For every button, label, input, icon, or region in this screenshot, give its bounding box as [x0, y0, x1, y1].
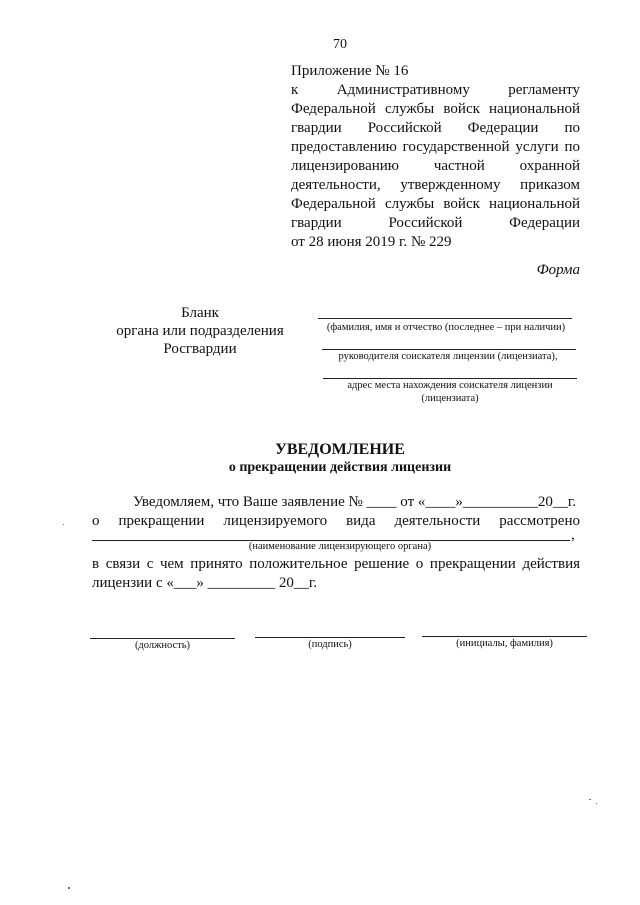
appendix-line: гвардии Российской Федерации по — [291, 120, 580, 136]
document-title: УВЕДОМЛЕНИЕ — [275, 441, 405, 458]
blank-line: Росгвардии — [163, 341, 237, 357]
appendix-line: к Административному регламенту — [291, 82, 580, 98]
appendix-line: от 28 июня 2019 г. № 229 — [291, 234, 452, 250]
authority-caption: (наименование лицензирующего органа) — [248, 541, 432, 552]
appendix-block — [291, 62, 580, 252]
scan-speck — [589, 799, 591, 800]
appendix-line: лицензированию частной охранной — [291, 158, 580, 174]
body-line: о прекращении лицензируемого вида деятельности рассмотрено — [92, 513, 580, 529]
page-number: 70 — [333, 37, 347, 52]
scan-speck — [63, 524, 64, 525]
addressee-fio-caption: (фамилия, имя и отчество (последнее – при наличии) — [326, 322, 566, 333]
addressee-fio-line — [318, 318, 572, 319]
appendix-line: Федеральной службы войск национальной — [291, 101, 580, 117]
position-line — [90, 638, 235, 639]
addressee-address-caption: адрес места нахождения соискателя лицензии — [347, 380, 553, 391]
appendix-line: предоставлению государственной услуги по — [291, 139, 580, 155]
appendix-line: деятельности, утвержденному приказом — [291, 177, 580, 193]
appendix-line: гвардии Российской Федерации — [291, 215, 580, 231]
scan-speck — [68, 887, 70, 889]
signature-line — [255, 637, 405, 638]
blank-line: Бланк — [181, 305, 219, 321]
addressee-head-line — [322, 349, 576, 350]
appendix-line: Приложение № 16 — [291, 63, 409, 79]
document-subtitle: о прекращении действия лицензии — [228, 460, 452, 475]
initials-caption: (инициалы, фамилия) — [456, 638, 553, 649]
appendix-line: Федеральной службы войск национальной — [291, 196, 580, 212]
form-label: Форма — [536, 262, 580, 278]
addressee-head-caption: руководителя соискателя лицензии (лицензиата), — [338, 351, 558, 362]
body-line: Уведомляем, что Ваше заявление № ____ от «____»__________20__г. — [133, 494, 577, 510]
addressee-address-caption: (лицензиата) — [421, 393, 479, 404]
blank-line: органа или подразделения — [116, 323, 284, 339]
addressee-address-line — [323, 378, 577, 379]
body-line-end: , — [571, 527, 575, 543]
signature-caption: (подпись) — [308, 639, 352, 650]
position-caption: (должность) — [134, 640, 191, 651]
authority-blank — [95, 304, 305, 358]
body-line: в связи с чем принято положительное решение о прекращении действия — [92, 556, 580, 572]
body-line: лицензии с «___» _________ 20__г. — [92, 575, 318, 591]
initials-line — [422, 636, 587, 637]
scan-speck — [596, 803, 597, 804]
